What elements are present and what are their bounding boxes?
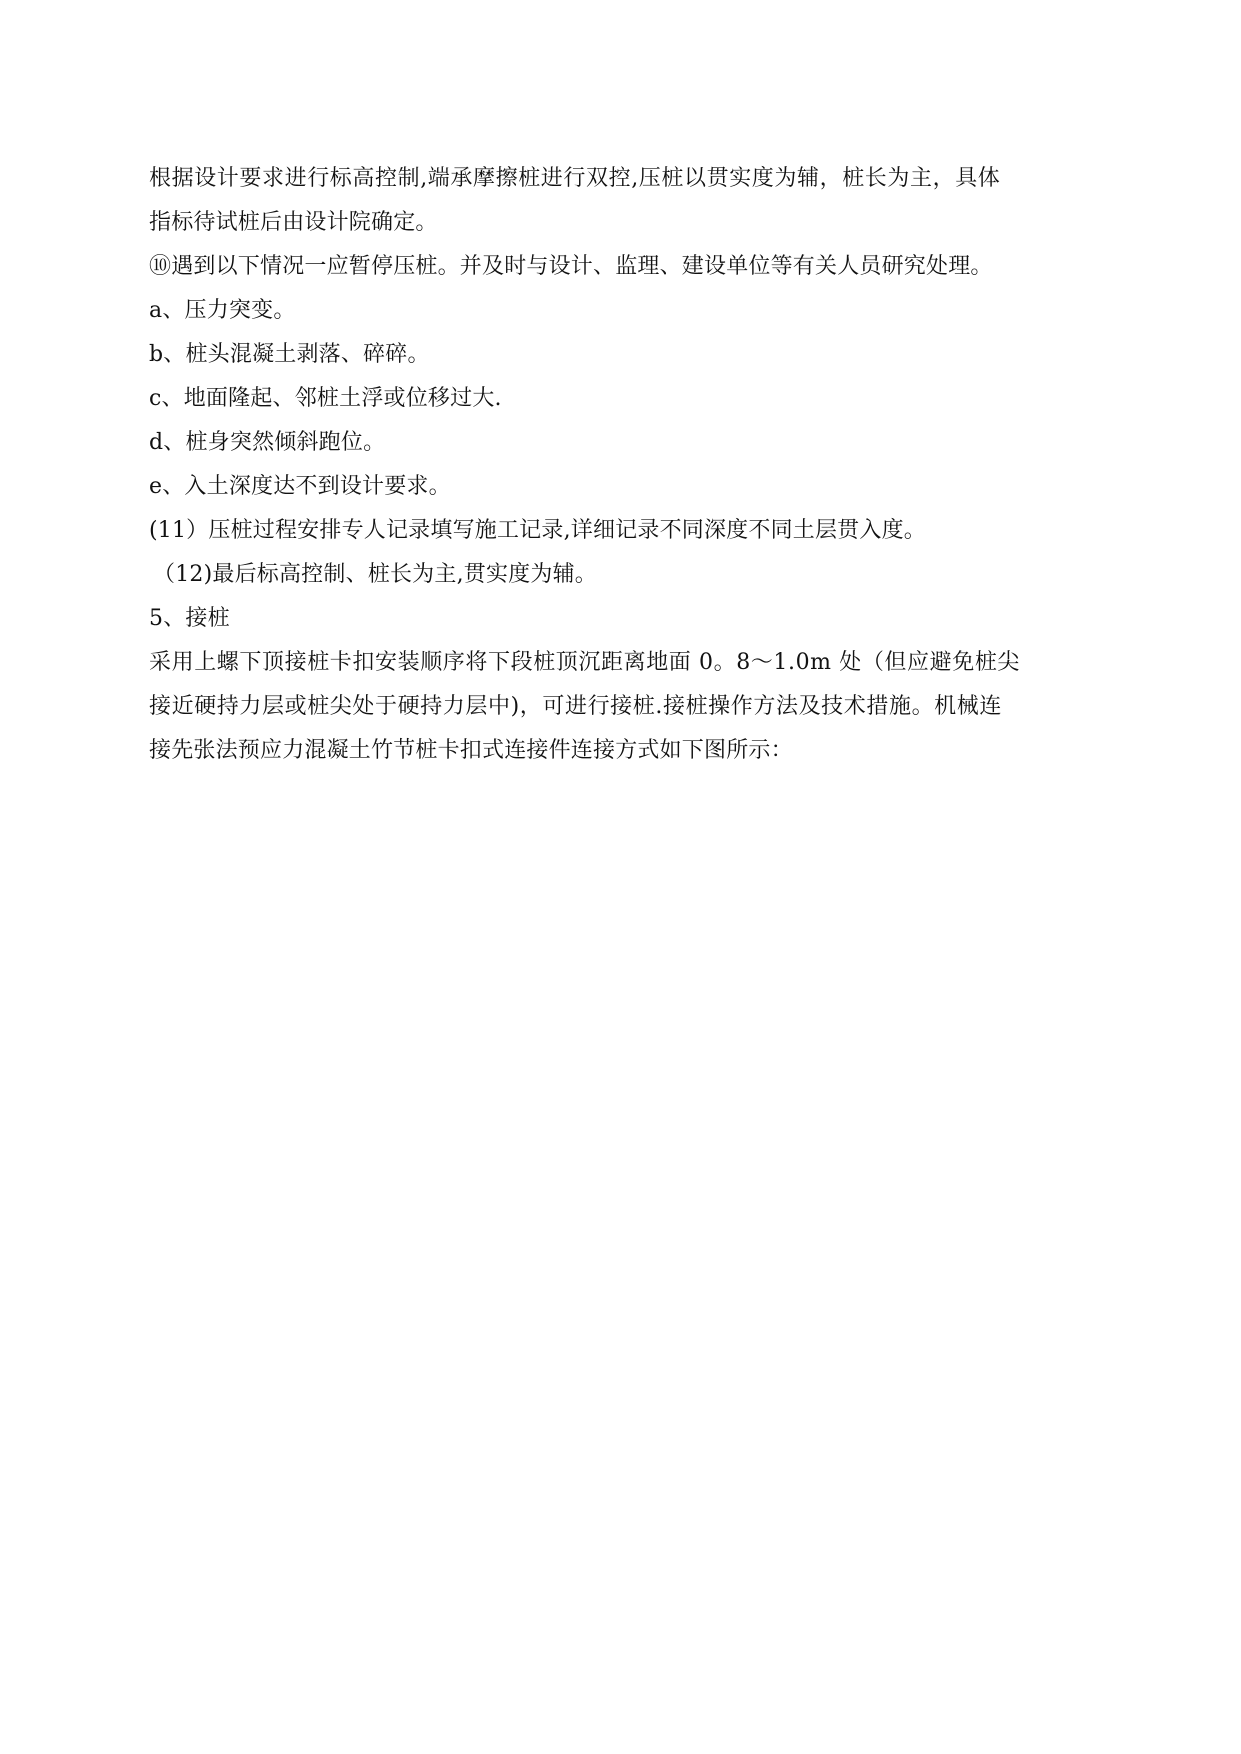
paragraph-line-2: 指标待试桩后由设计院确定。: [149, 210, 438, 235]
document-body: [149, 157, 1109, 773]
paragraph-line-13: 接近硬持力层或桩尖处于硬持力层中)，可进行接桩.接桩操作方法及技术措施。机械连: [149, 694, 1002, 719]
paragraph-line-1: 根据设计要求进行标高控制,端承摩擦桩进行双控,压桩以贯实度为辅，桩长为主，具体: [149, 166, 1001, 191]
item-11-line: (11）压桩过程安排专人记录填写施工记录,详细记录不同深度不同土层贯入度。: [149, 518, 926, 543]
item-d-line: d、桩身突然倾斜跑位。: [149, 430, 386, 455]
item-b-line: b、桩头混凝土剥落、碎碎。: [149, 342, 430, 367]
item-a-line: a、压力突变。: [149, 298, 296, 323]
item-c-line: c、地面隆起、邻桩土浮或位移过大.: [149, 386, 502, 411]
paragraph-line-14: 接先张法预应力混凝土竹节桩卡扣式连接件连接方式如下图所示：: [149, 738, 793, 763]
item-10-line: ⑩遇到以下情况一应暂停压桩。并及时与设计、监理、建设单位等有关人员研究处理。: [149, 254, 993, 279]
paragraph-line-12: 采用上螺下顶接桩卡扣安装顺序将下段桩顶沉距离地面 0。8～1.0m 处（但应避免桩尖: [149, 650, 1021, 675]
item-12-line: （12)最后标高控制、桩长为主,贯实度为辅。: [153, 562, 597, 587]
section-heading-5: 5、接桩: [149, 606, 230, 631]
item-e-line: e、入土深度达不到设计要求。: [149, 474, 451, 499]
